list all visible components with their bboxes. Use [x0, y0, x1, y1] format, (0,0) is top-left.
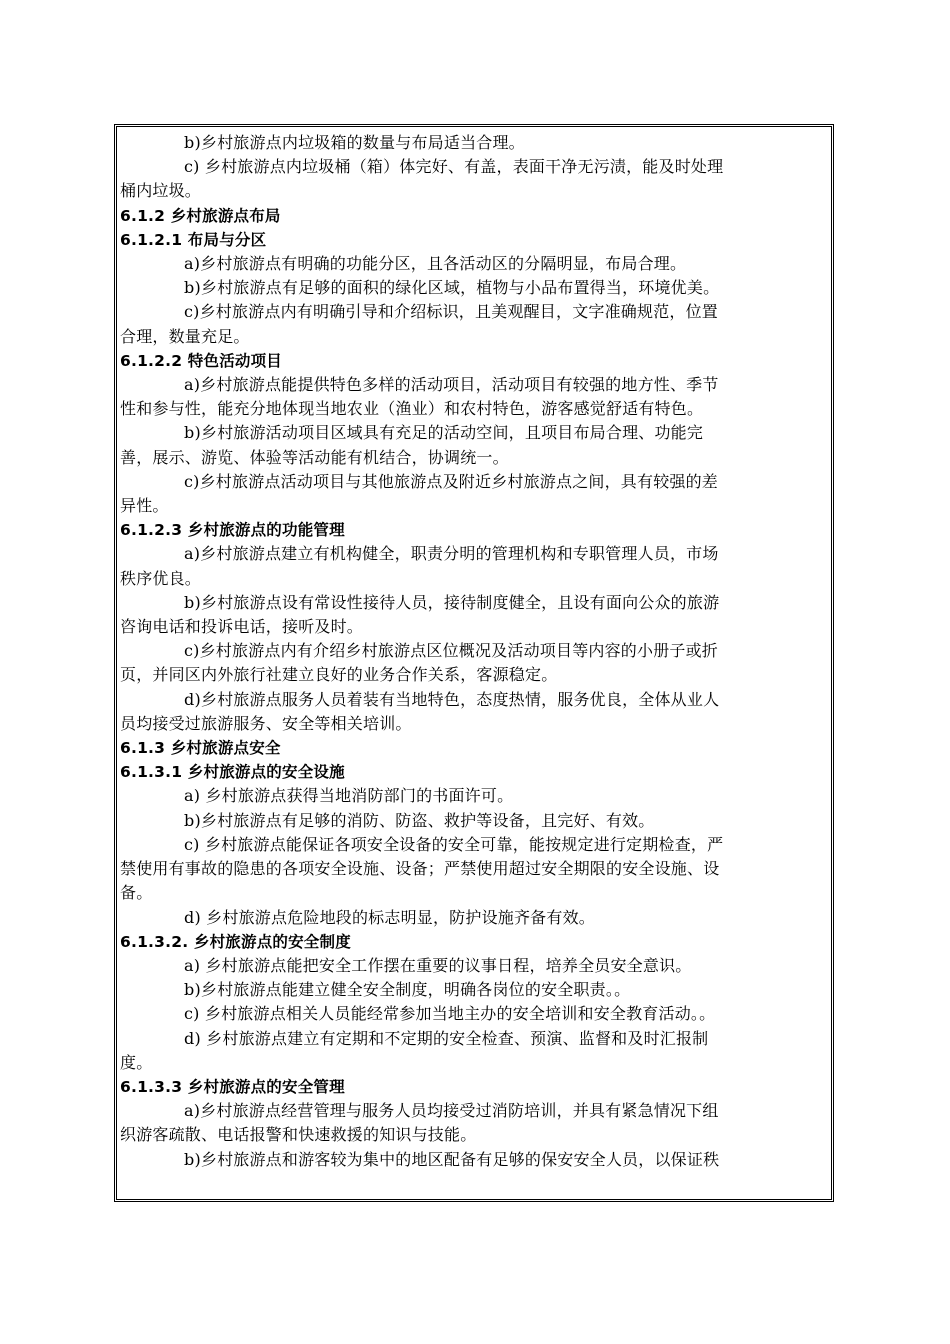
paragraph-line: a) 乡村旅游点获得当地消防部门的书面许可。: [184, 786, 514, 806]
section-heading: 6.1.3.2. 乡村旅游点的安全制度: [120, 932, 351, 951]
paragraph-line: b)乡村旅游点能建立健全安全制度，明确各岗位的安全职责。。: [184, 980, 631, 1000]
section-heading: 6.1.3 乡村旅游点安全: [120, 739, 281, 758]
paragraph-continuation: 页，并同区内外旅行社建立良好的业务合作关系，客源稳定。: [120, 665, 558, 685]
paragraph-line: b)乡村旅游点和游客较为集中的地区配备有足够的保安安全人员，以保证秩: [184, 1149, 720, 1169]
paragraph-line: c)乡村旅游点内有明确引导和介绍标识，且美观醒目，文字准确规范，位置: [184, 302, 719, 322]
document-frame: [114, 124, 834, 1202]
paragraph-line: b)乡村旅游点内垃圾箱的数量与布局适当合理。: [184, 133, 525, 152]
paragraph-line: c)乡村旅游点内有介绍乡村旅游点区位概况及活动项目等内容的小册子或折: [184, 641, 719, 661]
section-heading: 6.1.2.3 乡村旅游点的功能管理: [120, 521, 345, 540]
paragraph-line: a)乡村旅游点建立有机构健全，职责分明的管理机构和专职管理人员，市场: [184, 544, 719, 564]
section-heading: 6.1.2.2 特色活动项目: [120, 351, 283, 370]
paragraph-line: b)乡村旅游活动项目区域具有充足的活动空间，且项目布局合理、功能完: [184, 423, 704, 443]
section-heading: 6.1.2 乡村旅游点布局: [120, 206, 281, 225]
paragraph-line: d) 乡村旅游点危险地段的标志明显，防护设施齐备有效。: [184, 907, 595, 927]
paragraph-line: a) 乡村旅游点能把安全工作摆在重要的议事日程，培养全员安全意识。: [184, 955, 692, 975]
document-body: [117, 127, 831, 1172]
paragraph-continuation: 性和参与性，能充分地体现当地农业（渔业）和农村特色，游客感觉舒适有特色。: [120, 399, 704, 419]
paragraph-continuation: 咨询电话和投诉电话，接听及时。: [120, 617, 364, 637]
paragraph-line: c) 乡村旅游点能保证各项安全设备的安全可靠，能按规定进行定期检查，严: [184, 834, 724, 854]
paragraph-line: a)乡村旅游点有明确的功能分区，且各活动区的分隔明显，布局合理。: [184, 254, 687, 274]
paragraph-continuation: 禁使用有事故的隐患的各项安全设施、设备；严禁使用超过安全期限的安全设施、设: [120, 859, 720, 879]
paragraph-line: c) 乡村旅游点内垃圾桶（箱）体完好、有盖，表面干净无污渍，能及时处理: [184, 157, 724, 177]
paragraph-line: a)乡村旅游点能提供特色多样的活动项目，活动项目有较强的地方性、季节: [184, 375, 719, 395]
paragraph-continuation: 度。: [120, 1052, 153, 1072]
paragraph-continuation: 桶内垃圾。: [120, 181, 202, 201]
paragraph-continuation: 织游客疏散、电话报警和快速救援的知识与技能。: [120, 1125, 477, 1145]
paragraph-line: b)乡村旅游点有足够的消防、防盗、救护等设备，且完好、有效。: [184, 810, 655, 830]
paragraph-continuation: 合理，数量充足。: [120, 326, 250, 346]
paragraph-line: b)乡村旅游点有足够的面积的绿化区域，植物与小品布置得当，环境优美。: [184, 278, 720, 298]
section-heading: 6.1.2.1 布局与分区: [120, 230, 267, 249]
section-heading: 6.1.3.1 乡村旅游点的安全设施: [120, 763, 345, 782]
paragraph-continuation: 善，展示、游览、体验等活动能有机结合，协调统一。: [120, 447, 509, 467]
section-heading: 6.1.3.3 乡村旅游点的安全管理: [120, 1077, 345, 1096]
paragraph-continuation: 异性。: [120, 496, 169, 516]
paragraph-line: a)乡村旅游点经营管理与服务人员均接受过消防培训，并具有紧急情况下组: [184, 1101, 719, 1121]
paragraph-continuation: 备。: [120, 883, 153, 903]
paragraph-line: d) 乡村旅游点建立有定期和不定期的安全检查、预演、监督和及时汇报制: [184, 1028, 709, 1048]
paragraph-line: b)乡村旅游点设有常设性接待人员，接待制度健全，且设有面向公众的旅游: [184, 592, 720, 612]
paragraph-continuation: 秩序优良。: [120, 568, 202, 588]
paragraph-line: c)乡村旅游点活动项目与其他旅游点及附近乡村旅游点之间，具有较强的差: [184, 471, 719, 491]
paragraph-continuation: 员均接受过旅游服务、安全等相关培训。: [120, 713, 412, 733]
paragraph-line: c) 乡村旅游点相关人员能经常参加当地主办的安全培训和安全教育活动。。: [184, 1004, 716, 1024]
paragraph-line: d)乡村旅游点服务人员着装有当地特色，态度热情，服务优良，全体从业人: [184, 689, 720, 709]
